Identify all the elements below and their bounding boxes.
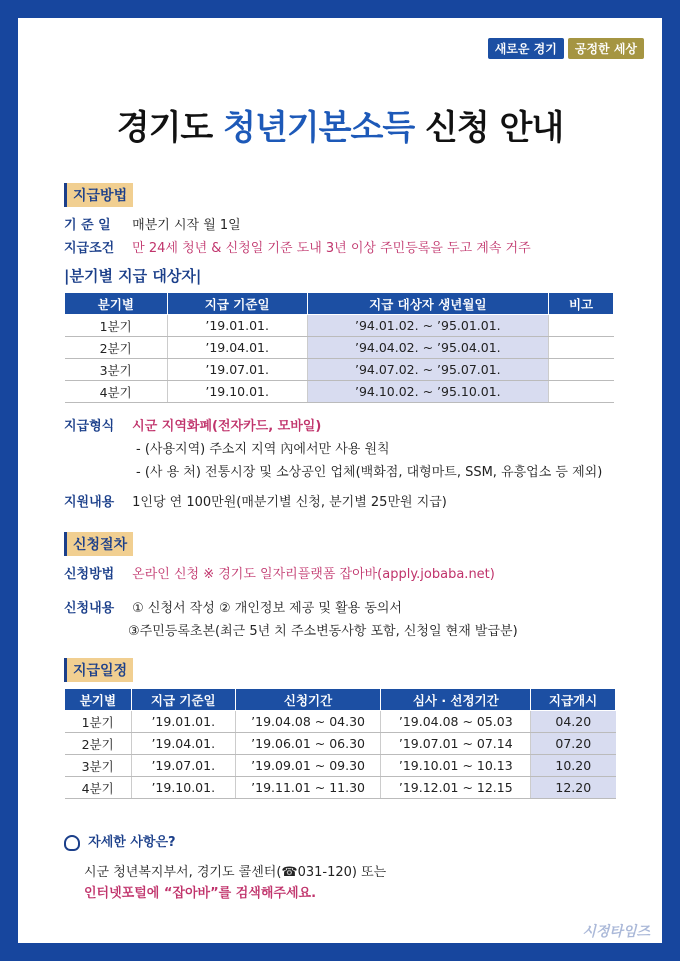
apply-cell: ’19.09.01 ~ 09.30 [235,755,381,777]
pay-cell: 07.20 [531,733,616,755]
date-cell: ’19.04.01. [131,733,235,755]
schedule-col-date: 지급 기준일 [131,689,235,711]
birth-cell: ’94.07.02. ~ ’95.07.01. [307,359,549,381]
content-row [64,597,402,616]
quarter-cell: 2분기 [65,337,168,359]
quarter-cell: 1분기 [65,315,168,337]
review-cell: ’19.07.01 ~ 07.14 [381,733,531,755]
title-suffix: 신청 안내 [414,108,564,148]
condition-label: 지급조건 [64,241,115,256]
support-label: 지원내용 [64,495,115,510]
hand-icon [64,835,80,851]
date-cell: ’19.10.01. [167,381,307,403]
apply-cell: ’19.04.08 ~ 04.30 [235,711,381,733]
footer-heading-row [64,831,176,851]
table-row [65,359,614,381]
notice-page [18,18,662,943]
schedule-col-review: 심사 · 선정기간 [381,689,531,711]
watermark: 시정타임즈 [582,924,650,940]
table-row [65,755,616,777]
date-cell: ’19.01.01. [131,711,235,733]
date-cell: ’19.07.01. [167,359,307,381]
basis-row [64,214,241,233]
table-row [65,777,616,799]
targets-col-date: 지급 기준일 [167,293,307,315]
method-label: 신청방법 [64,567,115,582]
apply-cell: ’19.11.01 ~ 11.30 [235,777,381,799]
quarter-cell: 3분기 [65,359,168,381]
date-cell: ’19.01.01. [167,315,307,337]
pay-cell: 12.20 [531,777,616,799]
footer-heading: 자세한 사항은? [88,835,176,850]
footer-line1: 시군 청년복지부서, 경기도 콜센터(☎031-120) 또는 [84,865,387,880]
targets-col-note: 비고 [549,293,614,315]
schedule-col-apply: 신청기간 [235,689,381,711]
title-prefix: 경기도 [116,108,224,148]
pay-cell: 04.20 [531,711,616,733]
date-cell: ’19.10.01. [131,777,235,799]
table-row [65,337,614,359]
date-cell: ’19.04.01. [167,337,307,359]
schedule-col-quarter: 분기별 [65,689,132,711]
targets-heading: |분기별 지급 대상자| [64,267,202,285]
slogan-part1: 새로운 경기 [488,38,564,59]
table-row [65,711,616,733]
condition-value: 만 24세 청년 & 신청일 기준 도내 3년 이상 주민등록을 두고 계속 거주 [132,241,531,256]
table-row [65,733,616,755]
note-cell [549,359,614,381]
birth-cell: ’94.10.02. ~ ’95.10.01. [307,381,549,403]
page-title [18,100,662,149]
table-row [65,381,614,403]
support-row [64,491,447,510]
form-line2: - (사 용 처) 전통시장 및 소상공인 업체(백화점, 대형마트, SSM, 유흥업소 등 제외) [136,465,603,480]
support-value: 1인당 연 100만원(매분기별 신청, 분기별 25만원 지급) [132,495,447,510]
title-highlight: 청년기본소득 [223,108,415,148]
content-label: 신청내용 [64,601,115,616]
footer-line2: 인터넷포털에 “잡아바”를 검색해주세요. [84,886,317,901]
form-line1: - (사용지역) 주소지 지역 內에서만 사용 원칙 [136,442,390,457]
note-cell [549,337,614,359]
review-cell: ’19.04.08 ~ 05.03 [381,711,531,733]
birth-cell: ’94.01.02. ~ ’95.01.01. [307,315,549,337]
basis-label: 기 준 일 [64,218,111,233]
targets-table [64,292,614,403]
form-label: 지급형식 [64,419,115,434]
targets-col-quarter: 분기별 [65,293,168,315]
basis-value: 매분기 시작 월 1일 [132,218,241,233]
section-heading-schedule: 지급일정 [64,658,133,682]
quarter-cell: 1분기 [65,711,132,733]
targets-col-birth: 지급 대상자 생년월일 [307,293,549,315]
schedule-col-pay: 지급개시 [531,689,616,711]
birth-cell: ’94.04.02. ~ ’95.04.01. [307,337,549,359]
form-row [64,415,321,434]
condition-row [64,237,531,256]
note-cell [549,381,614,403]
schedule-table [64,688,616,799]
apply-cell: ’19.06.01 ~ 06.30 [235,733,381,755]
pay-cell: 10.20 [531,755,616,777]
method-row [64,563,495,582]
form-value: 시군 지역화폐(전자카드, 모바일) [132,419,322,434]
content-line2: ③주민등록초본(최근 5년 치 주소변동사항 포함, 신청일 현재 발급분) [128,624,518,639]
method-value: 온라인 신청 ※ 경기도 일자리플랫폼 잡아바(apply.jobaba.net) [132,567,495,582]
quarter-cell: 2분기 [65,733,132,755]
review-cell: ’19.12.01 ~ 12.15 [381,777,531,799]
section-heading-procedure: 신청절차 [64,532,133,556]
date-cell: ’19.07.01. [131,755,235,777]
slogan-part2: 공정한 세상 [568,38,644,59]
review-cell: ’19.10.01 ~ 10.13 [381,755,531,777]
content-line1: ① 신청서 작성 ② 개인정보 제공 및 활용 동의서 [132,601,402,616]
slogan [488,38,644,59]
quarter-cell: 3분기 [65,755,132,777]
quarter-cell: 4분기 [65,381,168,403]
section-heading-payment-method: 지급방법 [64,183,133,207]
note-cell [549,315,614,337]
quarter-cell: 4분기 [65,777,132,799]
table-row [65,315,614,337]
